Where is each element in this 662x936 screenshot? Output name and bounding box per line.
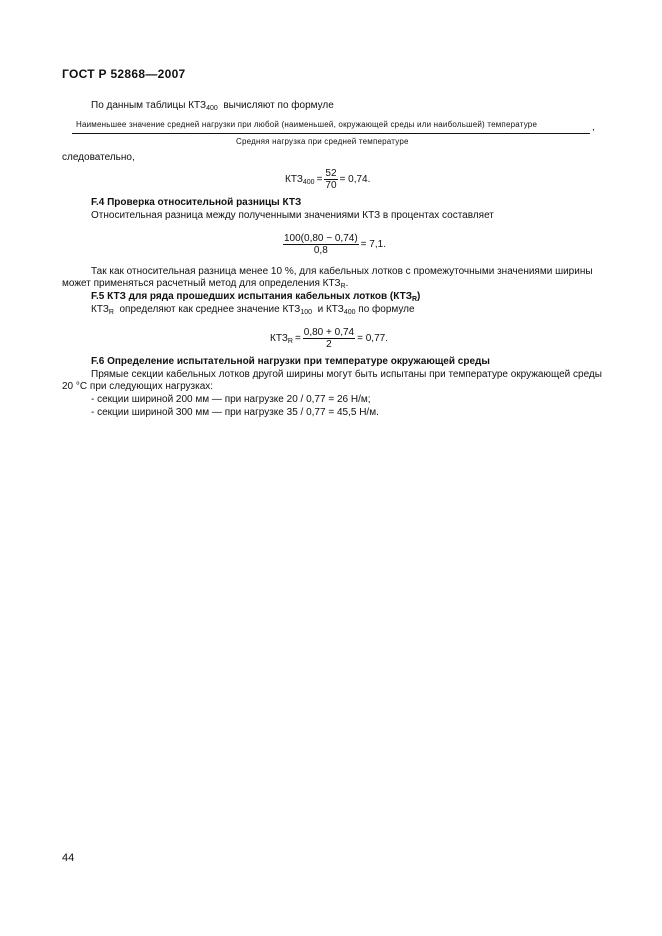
formula1-trail: , (592, 122, 595, 133)
section-f6-line1: Прямые секции кабельных лотков другой ширины могут быть испытаны при температуре окружающей среды (91, 369, 602, 380)
formula4-fraction (303, 327, 355, 350)
section-f5-line (91, 304, 415, 316)
section-f4-para-line2-sub: R (340, 283, 346, 290)
section-f5-heading-text: F.5 КТЗ для ряда прошедших испытания кабельных лотков (КТЗ (91, 291, 412, 302)
formula4 (270, 327, 390, 350)
formula1-numerator: Наименьшее значение средней нагрузки при любой (наименьшей, окружающей среды или наибольшей) температуре (76, 120, 538, 129)
section-f6-line2: 20 °С при следующих нагрузках: (62, 381, 214, 392)
formula1-denominator: Средняя нагрузка при средней температуре (236, 137, 409, 146)
section-f5-heading (91, 291, 420, 303)
formula2-numerator: 52 (325, 168, 337, 179)
section-f6-heading: F.6 Определение испытательной нагрузки при температуре окружающей среды (91, 356, 490, 367)
formula3-denominator: 0,8 (313, 245, 328, 256)
section-f5-line-b-sub: 100 (300, 309, 313, 316)
formula3-result: = 7,1. (360, 239, 386, 250)
section-f4-heading: F.4 Проверка относительной разницы КТЗ (91, 197, 302, 208)
formula1-fraction-bar (72, 133, 590, 134)
formula3-fraction (283, 233, 359, 256)
formula2 (285, 168, 372, 191)
intro-text-before: По данным таблицы КТЗ (91, 100, 207, 111)
document-header: ГОСТ Р 52868—2007 (62, 67, 186, 81)
section-f5-line-d: по формуле (358, 304, 415, 315)
formula4-numerator: 0,80 + 0,74 (303, 327, 355, 338)
consequently-text: следовательно, (62, 152, 135, 163)
formula3-numerator: 100(0,80 − 0,74) (284, 233, 358, 244)
section-f5-heading-end: ) (417, 291, 421, 302)
section-f4-para-line1: Так как относительная разница менее 10 %, для кабельных лотков с промежуточными значениями ширины (91, 266, 593, 277)
formula2-lhs: $КТЗ_{400}$ (285, 174, 315, 186)
section-f5-line-a-sub: R (108, 309, 114, 316)
formula4-result: = 0,77. (357, 333, 388, 344)
section-f4-para-line2 (62, 278, 348, 290)
list-item: - секции шириной 200 мм — при нагрузке 20 / 0,77 = 26 Н/м; (91, 394, 371, 405)
formula4-denominator: 2 (326, 339, 332, 350)
formula2-equals: = (316, 174, 323, 185)
section-f4-para-line2-end: . (345, 278, 349, 289)
intro-text (91, 100, 334, 112)
page-number: 44 (62, 852, 75, 864)
formula4-lhs: $КТЗ_R$ (270, 333, 293, 345)
formula4-equals: = (294, 333, 301, 344)
intro-sub: 400 (206, 105, 218, 112)
section-f5-line-a: КТЗ (91, 304, 109, 315)
intro-text-after: вычисляют по формуле (223, 100, 334, 111)
section-f4-para-line2-text: может применяться расчетный метод для определения КТЗ (62, 278, 341, 289)
list-item: - секции шириной 300 мм — при нагрузке 35 / 0,77 = 45,5 Н/м. (91, 407, 379, 418)
section-f5-line-b: определяют как среднее значение КТЗ (119, 304, 301, 315)
section-f5-heading-sub: R (411, 296, 418, 303)
formula3 (283, 233, 388, 256)
formula2-result: = 0,74. (339, 174, 371, 185)
section-f5-line-c-sub: 400 (343, 309, 356, 316)
section-f4-text: Относительная разница между полученными значениями КТЗ в процентах составляет (91, 210, 494, 221)
formula2-denominator: 70 (325, 180, 337, 191)
section-f5-line-c: и КТЗ (317, 304, 344, 315)
formula2-fraction (324, 168, 337, 191)
